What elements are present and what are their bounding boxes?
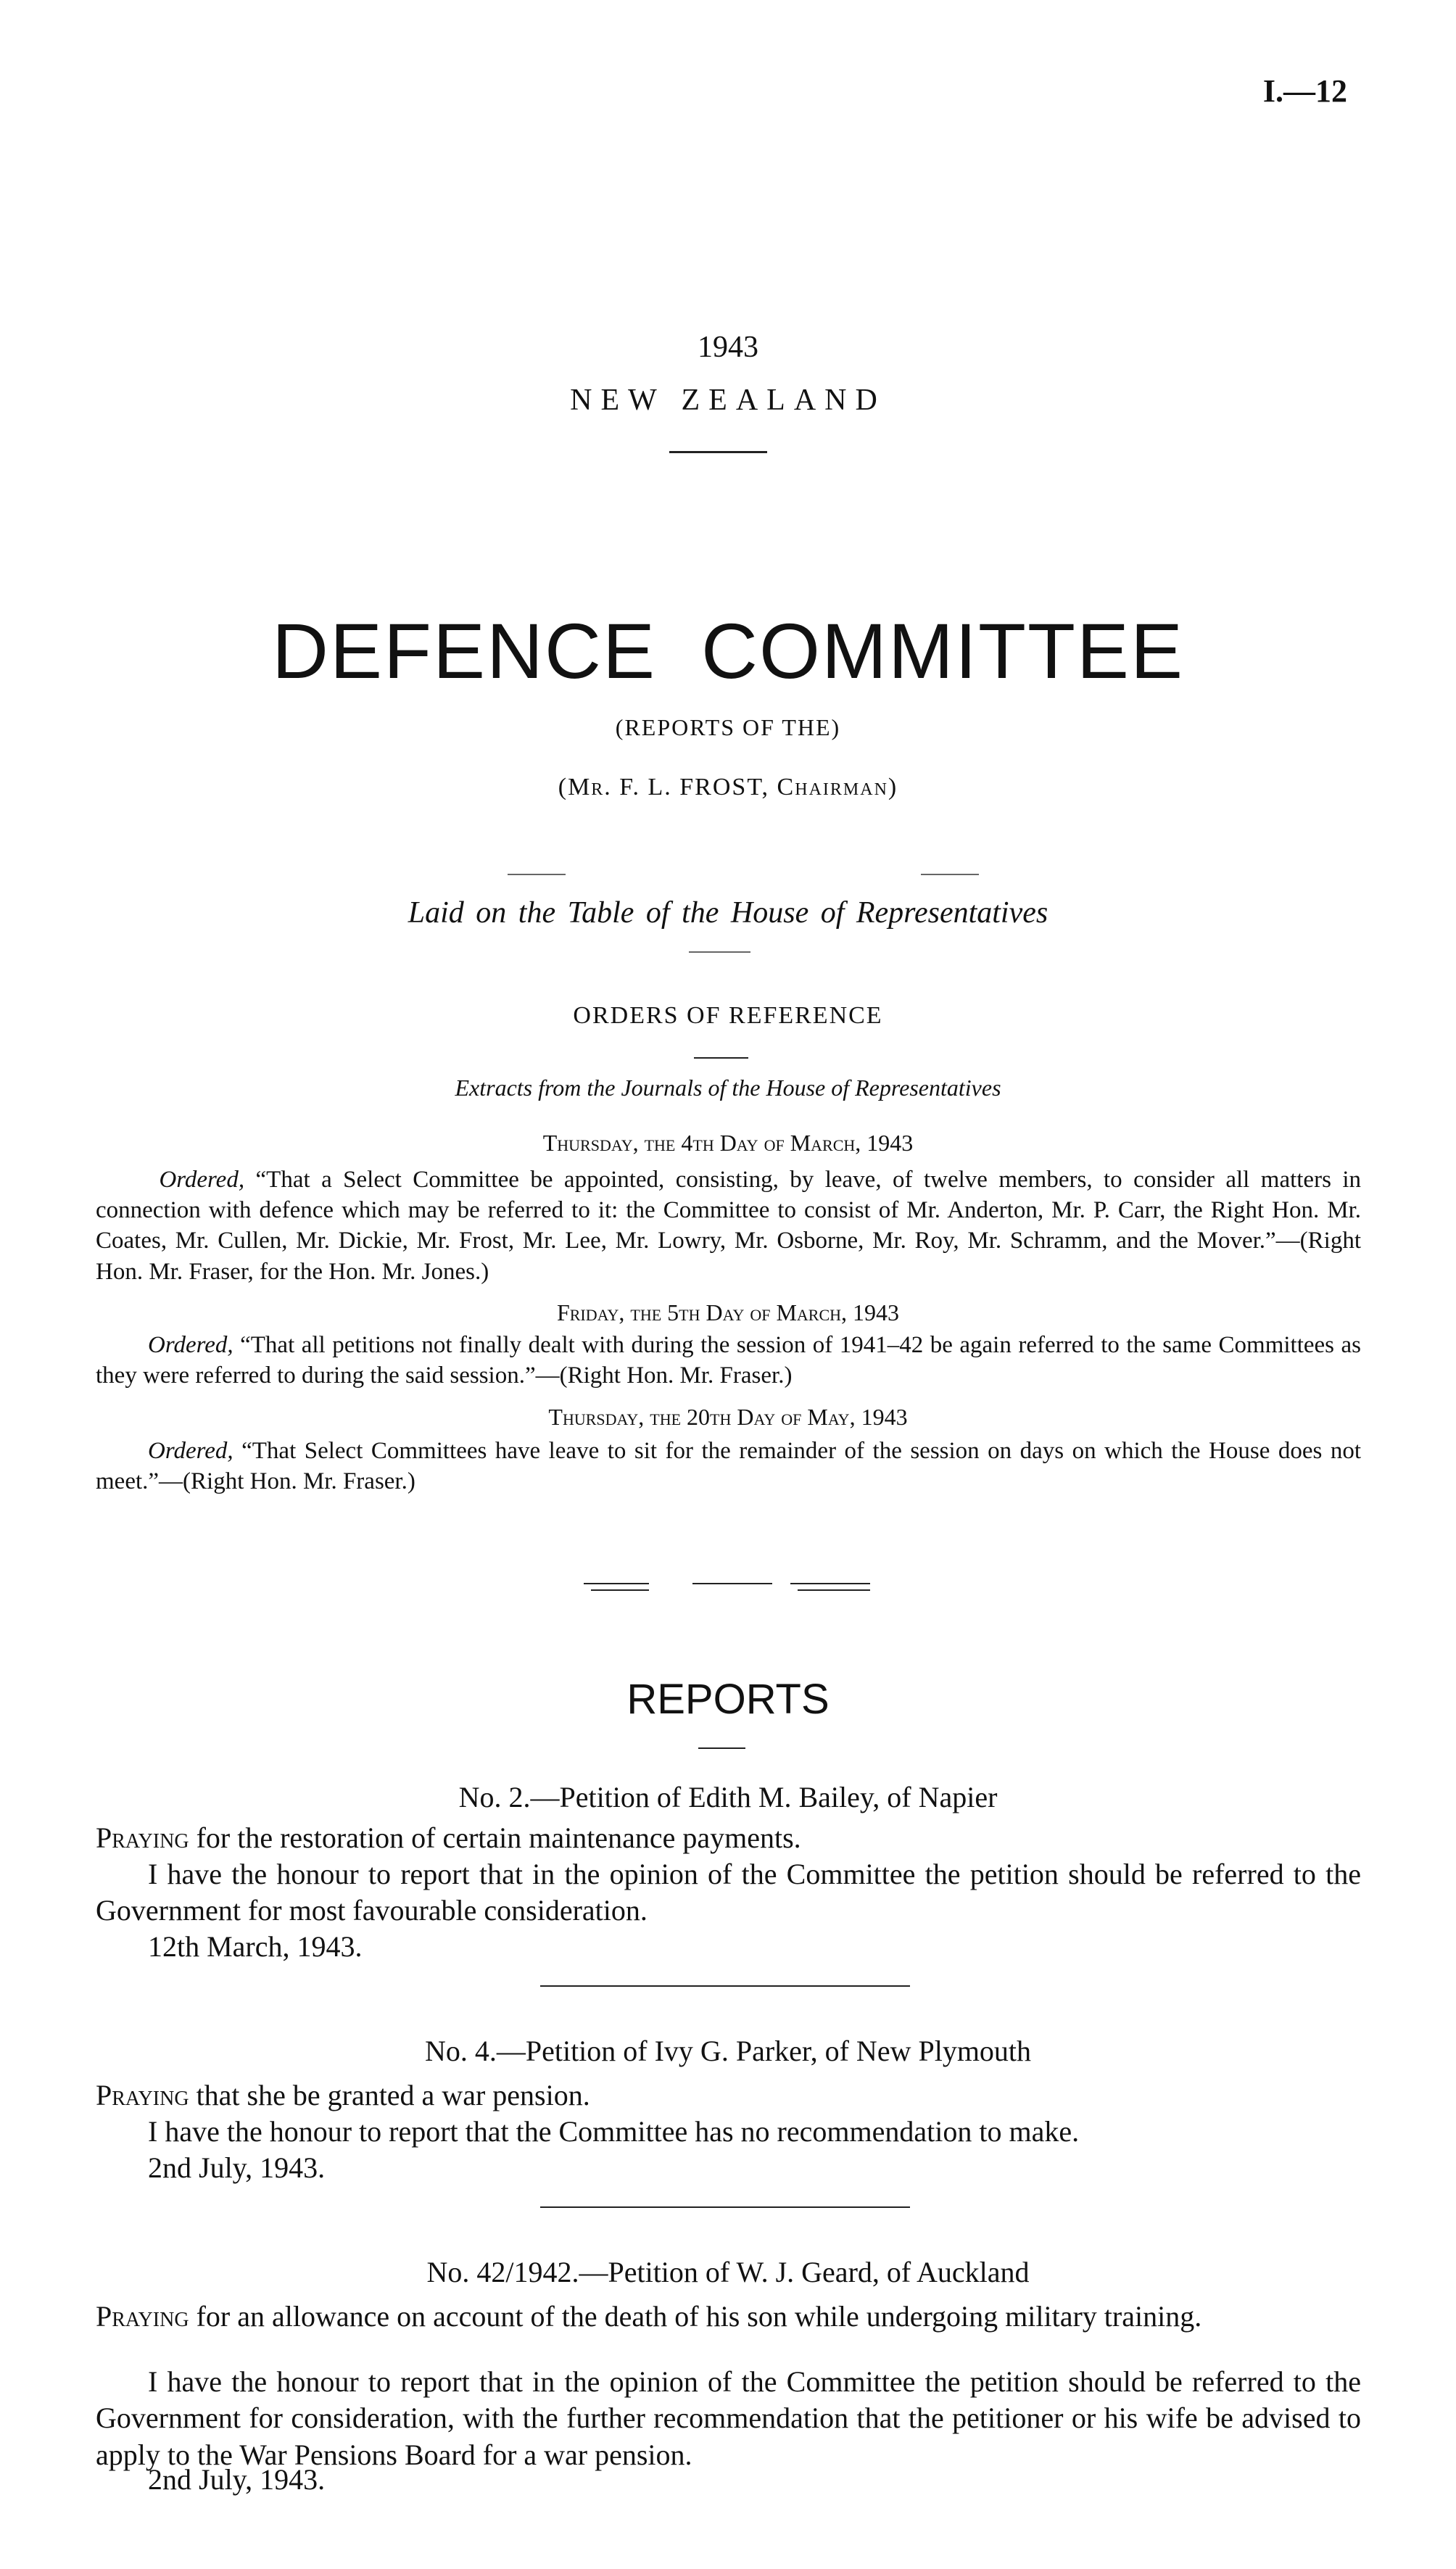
reports-rule — [698, 1747, 745, 1749]
ornament-divider — [692, 1583, 772, 1584]
report-text: I have the honour to report that in the opinion of the Committee the petition should be referred to the Government for consideration, with the further recommendation that the petitioner or his wife be advised to apply to the War Pensions Board for a war pension. — [96, 2365, 1361, 2471]
order-date: Thursday, the 4th Day of March, 1943 — [542, 1130, 914, 1156]
report-heading: No. 4.—Petition of Ivy G. Parker, of New Plymouth — [424, 2035, 1032, 2067]
praying-label: Praying — [96, 1821, 189, 1854]
order-body: “That all petitions not finally dealt with during the session of 1941–42 be again referred to the same Committees as they were referred to during the said session.”—(Right Hon. Mr. Fraser.) — [96, 1332, 1361, 1389]
reports-heading: REPORTS — [626, 1676, 830, 1723]
orders-heading: ORDERS OF REFERENCE — [573, 1002, 883, 1029]
divider-short-left — [508, 874, 566, 875]
report-divider — [540, 2206, 910, 2208]
ordered-label: Ordered, — [159, 1167, 245, 1193]
ornament-divider — [798, 1589, 870, 1591]
ordered-label: Ordered, — [148, 1438, 233, 1464]
ornament-divider — [790, 1583, 870, 1584]
order-text — [96, 1436, 1361, 1497]
ordered-label: Ordered, — [148, 1332, 233, 1358]
report-praying — [96, 2077, 1361, 2114]
divider-laid — [689, 951, 750, 953]
order-body: “That a Select Committee be appointed, consisting, by leave, of twelve members, to consider all matters in connection with defence which may be referred to it: the Committee to consist of Mr. Anderton, Mr. P. Carr, the Right Hon. Mr. Coates, Mr. Cullen, Mr. Dickie, Mr. Frost, Mr. Lee, Mr. Lowry, Mr. Osborne, Mr. Roy, Mr. Schramm, and the Mover.”—(Right Hon. Mr. Fraser, for the Hon. Mr. Jones.) — [96, 1167, 1362, 1285]
document-subtitle: (REPORTS OF THE) — [615, 714, 841, 740]
divider-short-right — [921, 874, 979, 875]
report-divider — [540, 1985, 910, 1987]
report-text: I have the honour to report that in the opinion of the Committee the petition should be referred to the Government for most favourable consideration. — [96, 1858, 1361, 1927]
praying-text: for an allowance on account of the death of his son while undergoing military training. — [196, 2300, 1202, 2333]
year: 1943 — [698, 331, 758, 364]
report-heading: No. 42/1942.—Petition of W. J. Geard, of Auckland — [426, 2256, 1030, 2288]
report-date: 2nd July, 1943. — [148, 2463, 326, 2496]
report-praying — [96, 1820, 1361, 1856]
order-date: Thursday, the 20th Day of May, 1943 — [548, 1404, 908, 1430]
order-date: Friday, the 5th Day of March, 1943 — [556, 1299, 900, 1325]
report-praying — [96, 2299, 1361, 2335]
header-rule — [669, 451, 767, 453]
order-text — [96, 1330, 1361, 1391]
document-title: DEFENCE COMMITTEE — [271, 607, 1184, 695]
report-text: I have the honour to report that the Committee has no recommendation to make. — [148, 2115, 1080, 2148]
laid-on-table: Laid on the Table of the House of Representatives — [408, 896, 1048, 930]
order-text — [96, 1164, 1361, 1287]
extracts-note: Extracts from the Journals of the House of Representatives — [455, 1075, 1001, 1101]
report-date: 12th March, 1943. — [148, 1930, 363, 1963]
praying-text: that she be granted a war pension. — [196, 2079, 590, 2111]
ornament-divider — [591, 1589, 649, 1591]
report-date: 2nd July, 1943. — [148, 2151, 326, 2184]
praying-label: Praying — [96, 2079, 189, 2111]
chairman: (Mr. F. L. FROST, Chairman) — [558, 774, 898, 801]
order-body: “That Select Committees have leave to sit for the remainder of the session on days on which the House does not meet.”—(Right Hon. Mr. Fraser.) — [96, 1438, 1362, 1495]
report-heading: No. 2.—Petition of Edith M. Bailey, of Napier — [458, 1781, 998, 1813]
praying-text: for the restoration of certain maintenance payments. — [196, 1821, 801, 1854]
country: NEW ZEALAND — [570, 384, 886, 417]
page-number: I.—12 — [1262, 73, 1347, 109]
ornament-divider — [584, 1583, 649, 1584]
praying-label: Praying — [96, 2300, 189, 2333]
orders-rule — [694, 1057, 748, 1059]
